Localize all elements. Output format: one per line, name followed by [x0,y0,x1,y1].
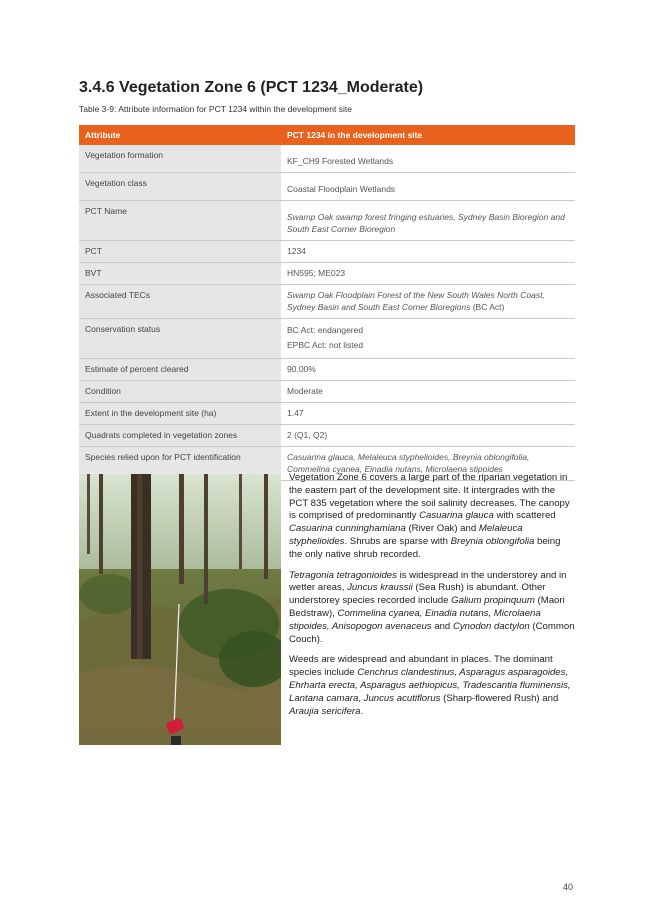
species-name: Casuarina glauca [419,510,494,522]
table-row [79,403,575,425]
table-row [79,381,575,403]
row-value: 90.00% [281,359,575,381]
species-name: Cenchrus clandestinus, Asparagus asparagoides, Ehrharta erecta, Asparagus aethiopicus, Tradescantia fluminensis, Lantana camara, Juncus acutiflorus [289,667,571,704]
row-attribute: Vegetation class [79,173,281,201]
text-run: (River Oak) and [405,523,479,535]
text-run: is widespread in the understorey and in wetter areas, [289,569,567,594]
text-run: . [360,705,364,717]
species-name: Tetragonia tetragonioides [289,569,397,581]
tec-name: Swamp Oak Floodplain Forest of the New South Wales North Coast, Sydney Basin and South East Corner Bioregions [287,290,545,312]
row-value [281,319,575,359]
row-value: 2 (Q1, Q2) [281,425,575,447]
row-attribute: Quadrats completed in vegetation zones [79,425,281,447]
page-number: 40 [563,882,574,892]
text-run: . Shrubs are sparse with [344,535,451,547]
row-value: Casuarina glauca, Melaleuca styphelioides, Breynia oblongifolia, Commelina cyanea, Einadia nutans, Microlaena stipoides [281,447,575,481]
species-name: Casuarina cunninghamiana [289,523,406,535]
table-caption: Table 3-9: Attribute information for PCT 1234 within the development site [79,104,352,114]
table-header-row [79,125,575,145]
forest-photo-illustration [79,474,281,745]
row-attribute: Species relied upon for PCT identification [79,447,281,481]
species-name: Galium propinquum [451,595,535,607]
tec-act: (BC Act) [470,302,505,312]
row-value: 1.47 [281,403,575,425]
row-attribute: Condition [79,381,281,403]
section-heading: 3.4.6 Vegetation Zone 6 (PCT 1234_Moderate) [79,79,424,96]
table-row [79,425,575,447]
description-paragraph [289,570,575,647]
row-value: KF_CH9 Forested Wetlands [281,145,575,173]
row-attribute: Associated TECs [79,285,281,319]
row-attribute: BVT [79,263,281,285]
header-value: PCT 1234 in the development site [281,125,575,145]
text-run: (Common Couch). [289,620,575,645]
vegetation-photo [79,474,281,745]
table-row [79,285,575,319]
text-run: (Sharp-flowered Rush) and [440,692,559,704]
row-attribute: Conservation status [79,319,281,359]
description-paragraph [289,654,575,718]
text-run: Weeds are widespread and abundant in places. The dominant species include [289,654,553,679]
table-row [79,319,575,359]
species-name: Commelina cyanea, Einadia nutans, Microlaena stipoides, Anisopogon avenaceus [289,607,541,632]
text-run: being the only native shrub recorded. [289,535,561,560]
description-paragraph [289,472,575,562]
species-name: Melaleuca styphelioides [289,523,523,547]
row-attribute: Extent in the development site (ha) [79,403,281,425]
species-name: Breynia oblongifolia [450,535,535,547]
table-row [79,145,575,173]
row-attribute: PCT [79,241,281,263]
species-name: Cynodon dactylon [452,620,530,632]
epbc-act-status: EPBC Act: not listed [287,340,364,350]
species-name: Juncus kraussii [347,582,413,594]
text-run: with scattered [493,510,556,522]
row-attribute: PCT Name [79,201,281,241]
table-row [79,173,575,201]
row-value: HN595; ME023 [281,263,575,285]
text-run: (Maori Bedstraw), [289,595,565,619]
table-row [79,241,575,263]
text-run: (Sea Rush) is abundant. Other understorey species recorded include [289,582,546,607]
row-value [281,285,575,319]
attribute-table [79,125,575,481]
zone-description [289,472,575,726]
header-attribute: Attribute [79,125,281,145]
row-attribute: Estimate of percent cleared [79,359,281,381]
bc-act-status: BC Act: endangered [287,325,364,335]
table-row [79,201,575,241]
row-attribute: Vegetation formation [79,145,281,173]
row-value: Coastal Floodplain Wetlands [281,173,575,201]
row-value: Swamp Oak swamp forest fringing estuaries, Sydney Basin Bioregion and South East Corner Bioregion [281,201,575,241]
species-name: Araujia sericifera [289,705,361,717]
row-value: 1234 [281,241,575,263]
text-run: Vegetation Zone 6 covers a large part of the riparian vegetation in the eastern part of the development site. It intergrades with the PCT 835 vegetation where the soil salinity decreases. The canopy is comprised of predominantly [289,472,570,522]
table-row [79,263,575,285]
table-row [79,359,575,381]
row-value: Moderate [281,381,575,403]
text-run: and [431,620,453,632]
